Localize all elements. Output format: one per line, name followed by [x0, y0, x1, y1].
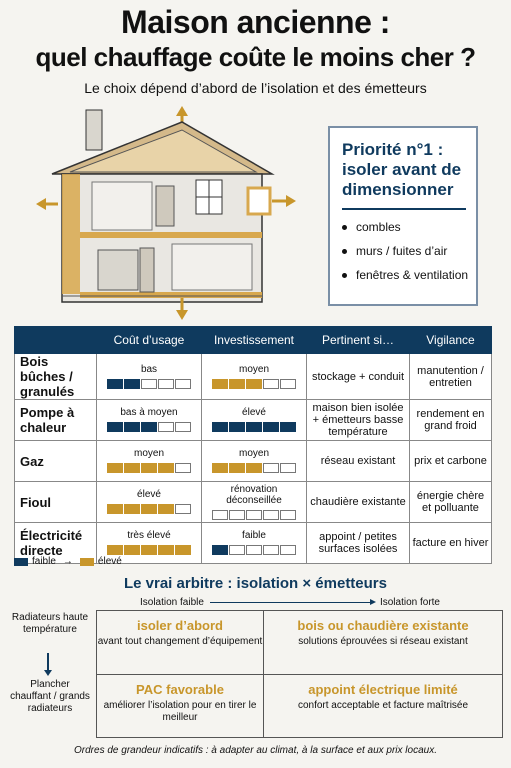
bullet-icon	[342, 225, 347, 230]
level-square	[280, 463, 296, 473]
level-square	[141, 545, 157, 555]
isolation-axis	[140, 597, 440, 608]
table-row	[15, 400, 492, 441]
level-square	[141, 463, 157, 473]
vigilance-cell: facture en hiver	[410, 523, 492, 564]
level-bar	[204, 462, 304, 474]
level-square	[263, 379, 279, 389]
level-square	[229, 463, 245, 473]
subtitle: Le choix dépend d’abord de l’isolation et des émetteurs	[84, 80, 427, 96]
invest-label: moyen	[238, 448, 269, 459]
quadrant-top-right: bois ou chaudière existante solutions éprouvées si réseau existant	[297, 618, 469, 647]
legend	[14, 556, 122, 567]
level-square	[229, 545, 245, 555]
level-square	[107, 422, 123, 432]
level-square	[124, 422, 140, 432]
invest-cell	[202, 523, 307, 564]
table-row	[15, 354, 492, 400]
level-bar	[99, 503, 199, 515]
axis-arrow	[210, 602, 374, 603]
header-invest: Investissement	[202, 327, 307, 354]
level-square	[158, 422, 174, 432]
invest-cell	[202, 354, 307, 400]
pertinent-cell: réseau existant	[307, 441, 410, 482]
priority-item: combles	[342, 220, 476, 234]
invest-cell	[202, 441, 307, 482]
level-bar	[204, 544, 304, 556]
axis-right-label: Isolation forte	[379, 597, 440, 608]
level-square	[141, 379, 157, 389]
axis-left-label: Isolation faible	[140, 597, 204, 608]
invest-label: rénovation déconseillée	[226, 483, 282, 506]
vigilance-cell: manutention / entretien	[410, 354, 492, 400]
level-square	[280, 422, 296, 432]
table-header-row	[15, 327, 492, 354]
arbitre-grid	[96, 610, 503, 738]
cost-cell	[97, 400, 202, 441]
priority-box	[328, 126, 478, 306]
level-square	[263, 510, 279, 520]
vigilance-cell: rendement en grand froid	[410, 400, 492, 441]
legend-swatch-low	[14, 558, 28, 566]
level-square	[175, 379, 191, 389]
row-label-top: Radiateurs haute température	[11, 612, 89, 635]
priority-item: murs / fuites d’air	[342, 244, 476, 258]
legend-arrow: →	[62, 556, 73, 567]
header-pertinent: Pertinent si…	[307, 327, 410, 354]
level-square	[175, 463, 191, 473]
row-heading: Électricité directe	[15, 523, 97, 564]
cost-cell	[97, 441, 202, 482]
level-square	[229, 379, 245, 389]
level-square	[263, 463, 279, 473]
quadrant-top-left: isoler d’abord avant tout changement d’équipement	[97, 618, 263, 647]
header-cost: Coût d’usage	[97, 327, 202, 354]
invest-label: moyen	[238, 363, 269, 375]
level-square	[212, 545, 228, 555]
table-row	[15, 441, 492, 482]
bullet-icon	[342, 273, 347, 278]
level-square	[175, 545, 191, 555]
level-square	[175, 504, 191, 514]
cost-label: bas	[140, 363, 158, 375]
level-square	[246, 379, 262, 389]
vertical-arrow	[47, 653, 49, 671]
level-square	[246, 422, 262, 432]
level-square	[280, 379, 296, 389]
level-bar	[204, 421, 304, 433]
level-square	[158, 379, 174, 389]
row-heading: Gaz	[15, 441, 97, 482]
level-square	[212, 510, 228, 520]
header-empty	[15, 327, 97, 354]
vigilance-cell: prix et carbone	[410, 441, 492, 482]
header-vigilance: Vigilance	[410, 327, 492, 354]
level-square	[229, 422, 245, 432]
level-square	[280, 545, 296, 555]
legend-swatch-high	[80, 558, 94, 566]
legend-high: élevé	[97, 556, 122, 567]
grid-divider-horizontal	[97, 674, 502, 675]
pertinent-cell: chaudière existante	[307, 482, 410, 523]
level-square	[124, 504, 140, 514]
row-heading: Fioul	[15, 482, 97, 523]
level-square	[141, 422, 157, 432]
priority-item: fenêtres & ventilation	[342, 268, 476, 282]
level-square	[158, 545, 174, 555]
cost-label: élevé	[137, 489, 161, 500]
level-square	[158, 463, 174, 473]
level-square	[107, 379, 123, 389]
comparison-table	[14, 326, 492, 564]
priority-divider	[342, 208, 466, 210]
level-bar	[99, 421, 199, 433]
level-square	[124, 379, 140, 389]
cost-label: très élevé	[127, 530, 171, 541]
level-square	[280, 510, 296, 520]
level-square	[107, 463, 123, 473]
level-square	[263, 422, 279, 432]
title-line-1: Maison ancienne :	[121, 4, 390, 40]
pertinent-cell: maison bien isolée + émetteurs basse température	[307, 400, 410, 441]
row-heading: Bois bûches / granulés	[15, 354, 97, 400]
level-square	[246, 510, 262, 520]
invest-label: élevé	[242, 407, 266, 418]
level-square	[212, 379, 228, 389]
house-illustration	[22, 100, 312, 322]
level-square	[212, 422, 228, 432]
level-square	[141, 504, 157, 514]
level-bar	[204, 378, 304, 390]
legend-low: faible	[32, 556, 56, 567]
level-square	[124, 463, 140, 473]
level-square	[107, 504, 123, 514]
priority-title: Priorité n°1 : isoler avant de dimensionner	[342, 140, 462, 199]
invest-cell	[202, 482, 307, 523]
level-square	[107, 545, 123, 555]
cost-label: bas à moyen	[120, 407, 178, 418]
level-square	[212, 463, 228, 473]
level-bar	[99, 462, 199, 474]
level-square	[229, 510, 245, 520]
level-bar	[99, 378, 199, 390]
invest-cell	[202, 400, 307, 441]
level-square	[246, 545, 262, 555]
quadrant-bottom-right: appoint électrique limité confort acceptable et facture maîtrisée	[297, 682, 469, 711]
level-square	[124, 545, 140, 555]
footnote: Ordres de grandeur indicatifs : à adapter au climat, à la surface et aux prix locaux.	[74, 745, 437, 756]
level-bar	[204, 509, 304, 521]
level-square	[246, 463, 262, 473]
pertinent-cell: stockage + conduit	[307, 354, 410, 400]
level-bar	[99, 544, 199, 556]
pertinent-cell: appoint / petites surfaces isolées	[307, 523, 410, 564]
row-heading: Pompe à chaleur	[15, 400, 97, 441]
level-square	[158, 504, 174, 514]
bullet-icon	[342, 249, 347, 254]
quadrant-bottom-left: PAC favorable améliorer l’isolation pour en tirer le meilleur	[103, 682, 257, 723]
title-line-2: quel chauffage coûte le moins cher ?	[35, 42, 476, 72]
vigilance-cell: énergie chère et polluante	[410, 482, 492, 523]
priority-list	[330, 220, 476, 282]
cost-cell	[97, 354, 202, 400]
level-square	[175, 422, 191, 432]
table-row	[15, 482, 492, 523]
invest-label: faible	[242, 530, 266, 541]
arbitre-title: Le vrai arbitre : isolation × émetteurs	[123, 575, 387, 592]
row-label-bottom: Plancher chauffant / grands radiateurs	[10, 679, 90, 714]
cost-cell	[97, 482, 202, 523]
level-square	[263, 545, 279, 555]
cost-label: moyen	[133, 448, 164, 459]
